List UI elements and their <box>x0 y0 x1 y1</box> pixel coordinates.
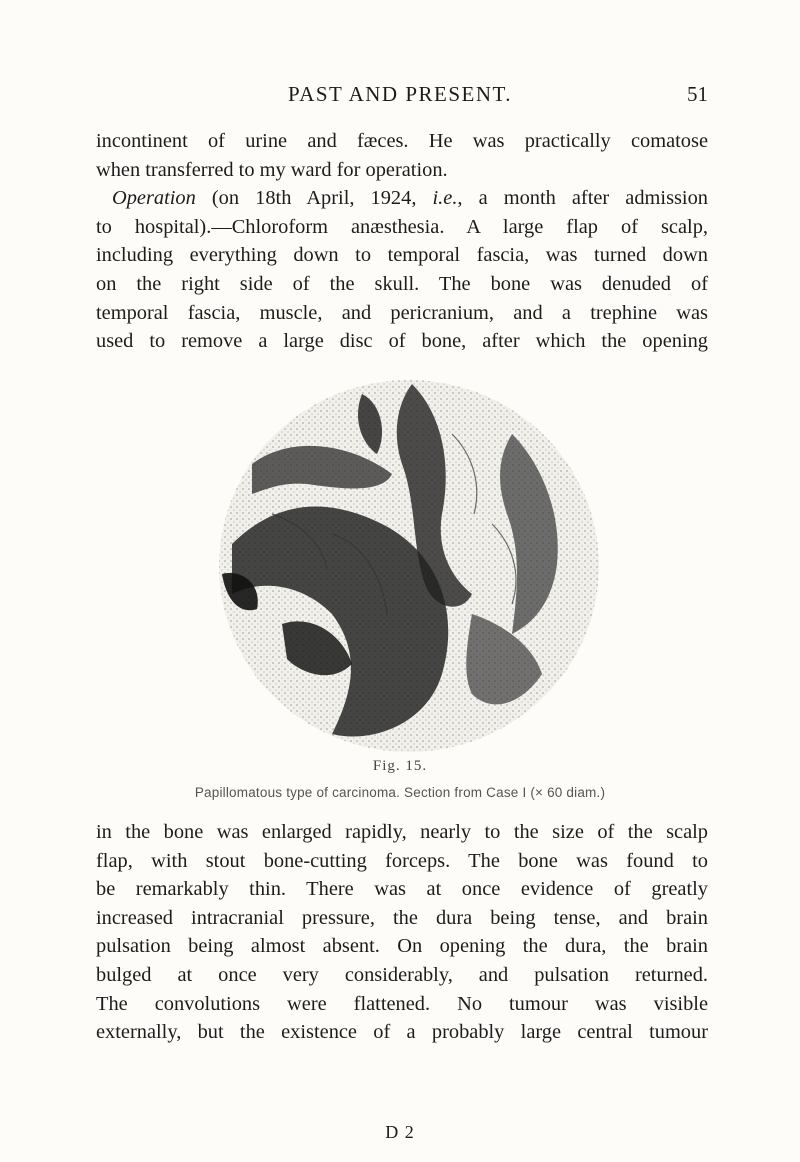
text-line: including everything down to temporal fascia, was turned down <box>96 244 708 267</box>
text-line: incontinent of urine and fæces. He was practically comatose <box>96 130 708 152</box>
text-line: when transferred to my ward for operation. <box>96 158 448 181</box>
text-line: increased intracranial pressure, the dura being tense, and brain <box>96 906 708 929</box>
operation-rest: , a month after admission <box>457 187 708 210</box>
operation-heading: Operation <box>112 187 196 210</box>
text-line: used to remove a large disc of bone, after which the opening <box>96 330 708 353</box>
paragraph-bottom <box>96 818 708 1047</box>
signature-mark: D 2 <box>385 1122 415 1142</box>
operation-date: (on 18th April, 1924, <box>195 187 433 210</box>
text-line-operation <box>96 184 708 213</box>
figure-caption: Papillomatous type of carcinoma. Section from Case I (× 60 diam.) <box>194 785 606 800</box>
page-number: 51 <box>687 82 708 106</box>
text-line: The convolutions were flattened. No tumour was visible <box>96 992 708 1015</box>
text-line: pulsation being almost absent. On opening the dura, the brain <box>96 935 708 958</box>
text-line: on the right side of the skull. The bone was denuded of <box>96 272 708 295</box>
text-line: to hospital).—Chloroform anæsthesia. A large flap of scalp, <box>96 215 708 238</box>
running-title: PAST AND PRESENT. <box>287 82 513 106</box>
page-header <box>0 82 800 112</box>
micrograph-image <box>212 374 607 757</box>
text-line: bulged at once very considerably, and pulsation returned. <box>96 963 708 986</box>
text-line: be remarkably thin. There was at once evidence of greatly <box>96 878 708 901</box>
ie-abbrev: i.e. <box>432 187 458 210</box>
paragraph-top <box>96 127 708 356</box>
text-line: externally, but the existence of a probably large central tumour <box>96 1021 708 1044</box>
text-line: in the bone was enlarged rapidly, nearly to the size of the scalp <box>96 821 708 843</box>
text-line: temporal fascia, muscle, and pericranium, and a trephine was <box>96 301 708 324</box>
figure-label: Fig. 15. <box>372 758 428 774</box>
text-line: flap, with stout bone-cutting forceps. The bone was found to <box>96 849 708 872</box>
